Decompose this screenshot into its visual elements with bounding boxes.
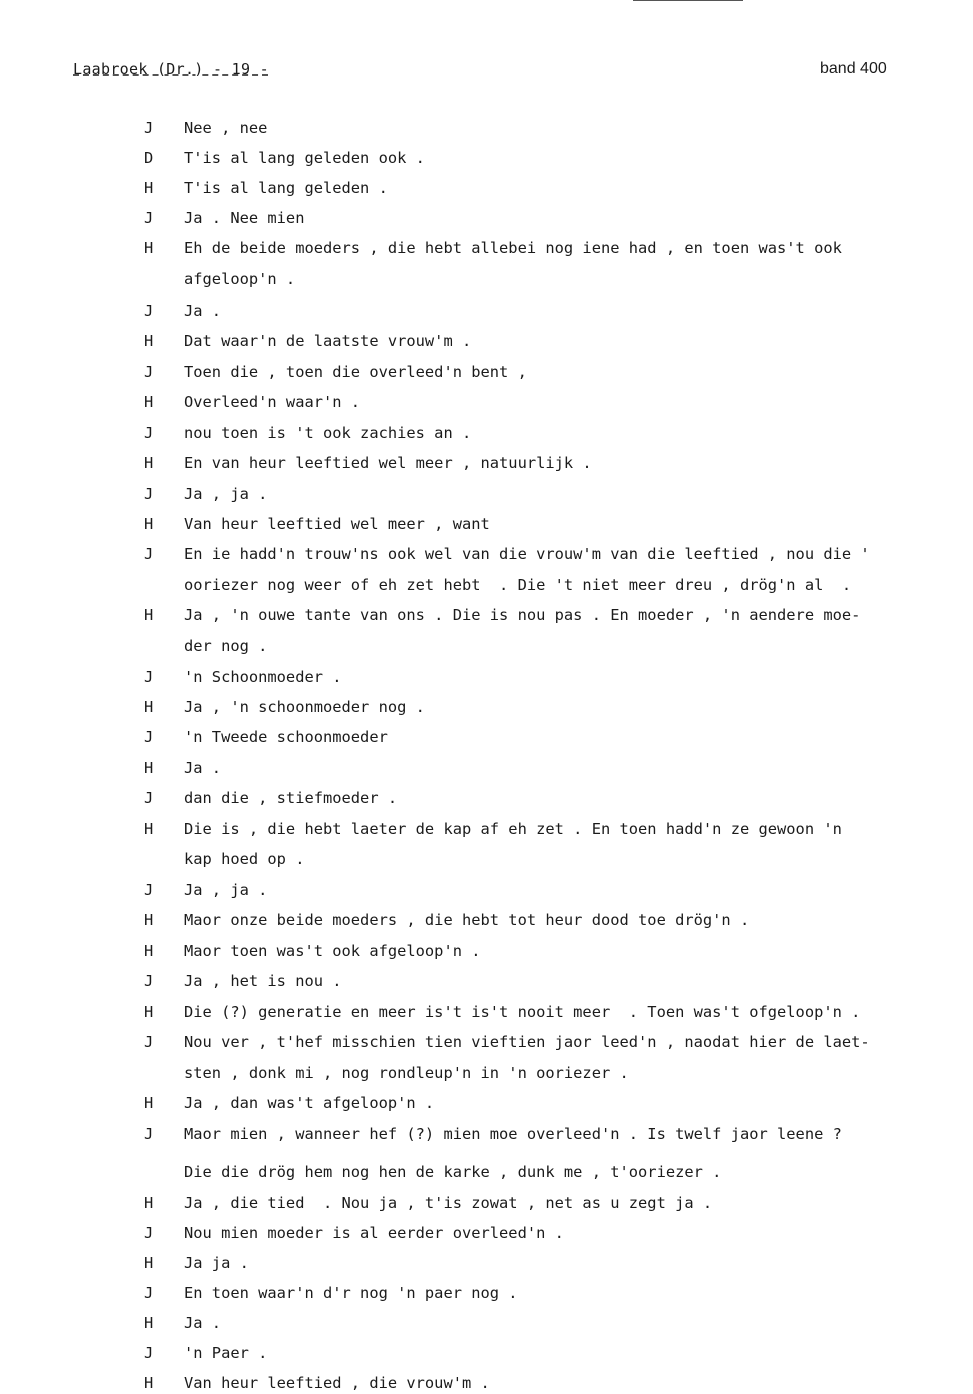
speaker-label: H [144,820,154,838]
speaker-label: J [144,881,154,899]
utterance-text: Van heur leeftied , die vrouw'm . [184,1374,490,1392]
transcript-line [0,330,973,352]
transcript-line [0,666,973,688]
utterance-text: En toen waar'n d'r nog 'n paer nog . [184,1284,518,1302]
speaker-label: H [144,332,154,350]
utterance-text: T'is al lang geleden ook . [184,149,425,167]
transcript-line [0,1282,973,1304]
transcript-line [0,300,973,322]
speaker-label: D [144,149,154,167]
speaker-label: H [144,1194,154,1212]
transcript-line [0,207,973,229]
speaker-label: H [144,1314,154,1332]
utterance-text: Ja , ja . [184,485,268,503]
speaker-label: J [144,789,154,807]
utterance-text: afgeloop'n . [184,270,296,288]
transcript-line [0,1372,973,1394]
speaker-label: J [144,1344,154,1362]
utterance-text: Ja . Nee mien [184,209,305,227]
page-header-title: Laabroek (Dr.) - 19 - [73,60,269,78]
utterance-text: Ja , ja . [184,881,268,899]
utterance-text: Van heur leeftied wel meer , want [184,515,490,533]
utterance-text: Maor mien , wanneer hef (?) mien moe overleed'n . Is twelf jaor leene ? [184,1125,842,1143]
utterance-text: 'n Schoonmoeder . [184,668,342,686]
speaker-label: J [144,1033,154,1051]
utterance-text: Die die drög hem nog hen de karke , dunk me , t'ooriezer . [184,1163,722,1181]
transcript-line [0,787,973,809]
transcript-line [0,1161,973,1183]
utterance-text: kap hoed op . [184,850,305,868]
transcript-line [0,1001,973,1023]
speaker-label: J [144,1224,154,1242]
transcript-line [0,361,973,383]
utterance-text: Ja . [184,1314,222,1332]
utterance-text: 'n Tweede schoonmoeder [184,728,388,746]
transcript-line [0,1123,973,1145]
speaker-label: H [144,698,154,716]
speaker-label: H [144,911,154,929]
transcript-line [0,483,973,505]
speaker-label: J [144,1125,154,1143]
speaker-label: H [144,393,154,411]
speaker-label: H [144,942,154,960]
utterance-text: Ja . [184,759,222,777]
transcript-line [0,604,973,626]
transcript-line [0,147,973,169]
utterance-text: Die is , die hebt laeter de kap af eh zet . En toen hadd'n ze gewoon 'n [184,820,842,838]
transcript-line [0,726,973,748]
speaker-label: H [144,1254,154,1272]
utterance-text: Maor onze beide moeders , die hebt tot heur dood toe drög'n . [184,911,750,929]
speaker-label: J [144,363,154,381]
speaker-label: J [144,1284,154,1302]
transcript-line [0,1092,973,1114]
transcript-line [0,452,973,474]
utterance-text: Ja , 'n ouwe tante van ons . Die is nou pas . En moeder , 'n aendere moe- [184,606,861,624]
speaker-label: H [144,239,154,257]
utterance-text: Eh de beide moeders , die hebt allebei nog iene had , en toen was't ook [184,239,842,257]
transcript-line [0,818,973,840]
utterance-text: Ja , het is nou . [184,972,342,990]
utterance-text: Maor toen was't ook afgeloop'n . [184,942,481,960]
utterance-text: Toen die , toen die overleed'n bent , [184,363,527,381]
transcript-line [0,757,973,779]
transcript-line [0,1312,973,1334]
utterance-text: Ja , 'n schoonmoeder nog . [184,698,425,716]
transcript-line [0,268,973,290]
transcript-line [0,1252,973,1274]
transcript-line [0,1222,973,1244]
transcript-line [0,696,973,718]
utterance-text: T'is al lang geleden . [184,179,388,197]
utterance-text: Dat waar'n de laatste vrouw'm . [184,332,472,350]
speaker-label: J [144,485,154,503]
utterance-text: Nou mien moeder is al eerder overleed'n . [184,1224,564,1242]
transcript-line [0,391,973,413]
transcript-line [0,635,973,657]
speaker-label: J [144,545,154,563]
utterance-text: Die (?) generatie en meer is't is't nooit meer . Toen was't ofgeloop'n . [184,1003,861,1021]
utterance-text: Nee , nee [184,119,268,137]
utterance-text: ooriezer nog weer of eh zet hebt . Die 't niet meer dreu , drög'n al . [184,576,852,594]
speaker-label: J [144,119,154,137]
page-header-band: band 400 [820,60,887,77]
speaker-label: J [144,209,154,227]
transcript-line [0,940,973,962]
utterance-text: Nou ver , t'hef misschien tien vieftien jaor leed'n , naodat hier de laet- [184,1033,870,1051]
transcript-line [0,1031,973,1053]
speaker-label: H [144,606,154,624]
transcript-line [0,848,973,870]
speaker-label: H [144,1374,154,1392]
utterance-text: En ie hadd'n trouw'ns ook wel van die vrouw'm van die leeftied , nou die ' [184,545,870,563]
speaker-label: J [144,972,154,990]
transcript-line [0,1062,973,1084]
transcript-line [0,879,973,901]
speaker-label: J [144,728,154,746]
speaker-label: J [144,424,154,442]
utterance-text: En van heur leeftied wel meer , natuurlijk . [184,454,592,472]
transcript-line [0,237,973,259]
utterance-text: Ja ja . [184,1254,249,1272]
speaker-label: J [144,668,154,686]
utterance-text: Ja , die tied . Nou ja , t'is zowat , net as u zegt ja . [184,1194,713,1212]
utterance-text: dan die , stiefmoeder . [184,789,398,807]
utterance-text: Overleed'n waar'n . [184,393,361,411]
transcript-line [0,970,973,992]
speaker-label: H [144,1094,154,1112]
speaker-label: H [144,179,154,197]
utterance-text: nou toen is 't ook zachies an . [184,424,472,442]
transcript-line [0,909,973,931]
transcript-line [0,177,973,199]
transcript-line [0,543,973,565]
utterance-text: der nog . [184,637,268,655]
transcript-line [0,117,973,139]
transcript-line [0,422,973,444]
speaker-label: H [144,515,154,533]
speaker-label: H [144,454,154,472]
transcript-line [0,513,973,535]
speaker-label: J [144,302,154,320]
transcript-line [0,1192,973,1214]
speaker-label: H [144,759,154,777]
utterance-text: 'n Paer . [184,1344,268,1362]
top-rule [633,0,743,1]
speaker-label: H [144,1003,154,1021]
utterance-text: sten , donk mi , nog rondleup'n in 'n ooriezer . [184,1064,629,1082]
transcript-line [0,574,973,596]
utterance-text: Ja . [184,302,222,320]
transcript-line [0,1342,973,1364]
utterance-text: Ja , dan was't afgeloop'n . [184,1094,435,1112]
